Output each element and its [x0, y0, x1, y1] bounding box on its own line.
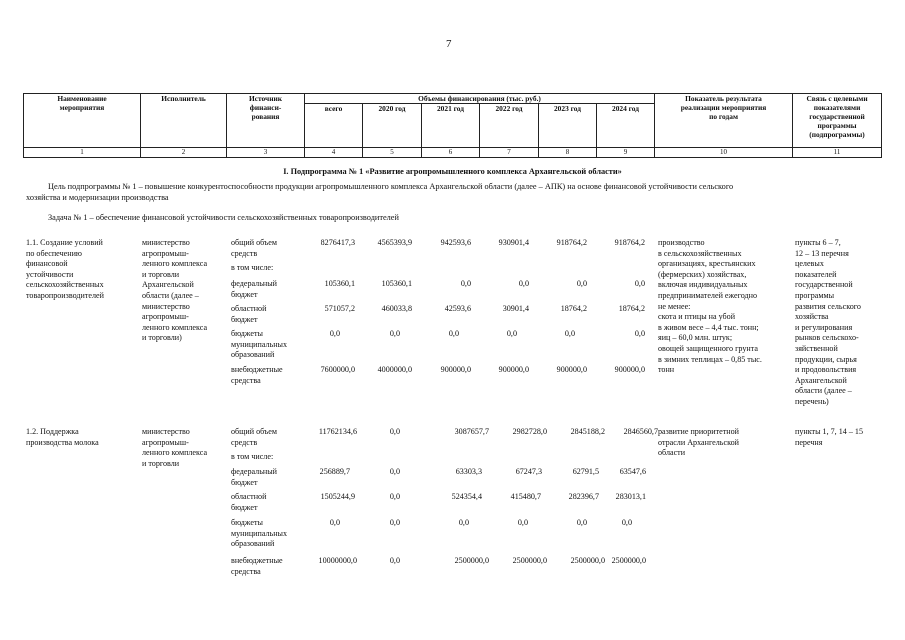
- value-total: 571057,2: [324, 304, 355, 313]
- value-2023: 0,0: [576, 518, 587, 527]
- value-2023: 0,0: [564, 329, 575, 338]
- value-2020: 4565393,9: [377, 238, 412, 247]
- value-2022: 0,0: [506, 329, 517, 338]
- col-number: 4: [305, 148, 363, 158]
- value-2021: 0,0: [460, 279, 471, 288]
- col-number: 3: [227, 148, 305, 158]
- value-2021: 0,0: [448, 329, 459, 338]
- value-2020: 0,0: [389, 556, 400, 565]
- value-2023: 918764,2: [556, 238, 587, 247]
- value-2023: 18764,2: [560, 304, 587, 313]
- value-2022: 900000,0: [498, 365, 529, 374]
- value-total: 0,0: [329, 329, 340, 338]
- value-2020: 0,0: [389, 492, 400, 501]
- value-total: 11762134,6: [318, 427, 357, 436]
- header-indicator: Показатель результата реализации мероприятия по годам: [655, 94, 793, 148]
- value-2024: 900000,0: [614, 365, 645, 374]
- source-label: в том числе:: [231, 452, 274, 461]
- value-2022: 67247,3: [515, 467, 542, 476]
- col-number: 1: [24, 148, 141, 158]
- col-number: 8: [539, 148, 597, 158]
- value-2020: 0,0: [389, 427, 400, 436]
- value-2020: 460033,8: [381, 304, 412, 313]
- header-2020: 2020 год: [363, 104, 422, 148]
- value-2021: 942593,6: [440, 238, 471, 247]
- source-label: федеральный бюджет: [231, 467, 277, 487]
- goal-text-line2: хозяйства и модернизации производства: [26, 193, 169, 202]
- value-2021: 42593,6: [444, 304, 471, 313]
- value-total: 8276417,3: [320, 238, 355, 247]
- header-source: Источник финанси- рования: [227, 94, 305, 148]
- value-2024: 283013,1: [615, 492, 646, 501]
- value-2023: 62791,5: [572, 467, 599, 476]
- value-2024: 2500000,0: [611, 556, 646, 565]
- value-2024: 0,0: [621, 518, 632, 527]
- source-label: в том числе:: [231, 263, 274, 272]
- value-2023: 2845188,2: [570, 427, 605, 436]
- value-2024: 18764,2: [618, 304, 645, 313]
- value-total: 256889,7: [319, 467, 350, 476]
- value-2021: 3087657,7: [454, 427, 489, 436]
- value-2022: 0,0: [518, 279, 529, 288]
- value-2023: 0,0: [576, 279, 587, 288]
- header-link: Связь с целевыми показателями государственной программы (подпрограммы): [793, 94, 882, 148]
- value-2020: 0,0: [389, 518, 400, 527]
- header-2022: 2022 год: [480, 104, 539, 148]
- value-2021: 0,0: [458, 518, 469, 527]
- value-2021: 2500000,0: [454, 556, 489, 565]
- header-executor: Исполнитель: [141, 94, 227, 148]
- source-label: бюджеты муниципальных образований: [231, 518, 288, 549]
- value-2021: 63303,3: [455, 467, 482, 476]
- source-label: внебюджетные средства: [231, 365, 283, 385]
- col-number: 5: [363, 148, 422, 158]
- value-total: 1505244,9: [320, 492, 355, 501]
- value-2022: 2982728,0: [512, 427, 547, 436]
- measure-link: пункты 1, 7, 14 – 15 перечня: [795, 427, 864, 447]
- header-table: [23, 93, 882, 158]
- value-2024: 0,0: [634, 279, 645, 288]
- col-number: 6: [422, 148, 480, 158]
- col-number: 11: [793, 148, 882, 158]
- header-volumes: Объемы финансирования (тыс. руб.): [305, 94, 655, 104]
- value-2022: 930901,4: [498, 238, 529, 247]
- value-2021: 524354,4: [451, 492, 482, 501]
- page-number: 7: [446, 38, 452, 50]
- source-label: областной бюджет: [231, 492, 267, 512]
- value-2020: 0,0: [389, 329, 400, 338]
- header-2024: 2024 год: [597, 104, 655, 148]
- header-name: Наименование мероприятия: [24, 94, 141, 148]
- section-title: I. Подпрограмма № 1 «Развитие агропромышленного комплекса Архангельской области»: [283, 167, 622, 176]
- value-2022: 415480,7: [510, 492, 541, 501]
- value-2022: 30901,4: [502, 304, 529, 313]
- value-2024: 0,0: [634, 329, 645, 338]
- source-label: общий объем средств: [231, 427, 277, 447]
- col-number: 10: [655, 148, 793, 158]
- value-2021: 900000,0: [440, 365, 471, 374]
- source-label: федеральный бюджет: [231, 279, 277, 299]
- value-2022: 2500000,0: [512, 556, 547, 565]
- value-2023: 900000,0: [556, 365, 587, 374]
- measure-indicator: развитие приоритетной отрасли Архангельской области: [658, 427, 739, 458]
- value-total: 10000000,0: [318, 556, 357, 565]
- header-2021: 2021 год: [422, 104, 480, 148]
- header-total: всего: [305, 104, 363, 148]
- value-2023: 2500000,0: [570, 556, 605, 565]
- value-total: 0,0: [329, 518, 340, 527]
- measure-link: пункты 6 – 7, 12 – 13 перечня целевых показателей государственной программы развития сельского хозяйства и регулирования рынков сельскохо- зяйственной продукции, сырья и продовольствия Архангельской области (далее – перечень): [795, 238, 861, 406]
- value-2020: 105360,1: [381, 279, 412, 288]
- value-total: 7600000,0: [320, 365, 355, 374]
- measure-name: 1.1. Создание условий по обеспечению финансовой устойчивости сельскохозяйственных товаропроизводителей: [26, 238, 104, 300]
- measure-executor: министерство агропромыш- ленного комплекса и торговли: [142, 427, 208, 468]
- value-2024: 918764,2: [614, 238, 645, 247]
- goal-text-line1: Цель подпрограммы № 1 – повышение конкурентоспособности продукции агропромышленного комплекса Архангельской области (далее – АПК) на основе финансовой устойчивости сельского: [48, 182, 734, 191]
- value-2024: 2846560,7: [623, 427, 658, 436]
- value-total: 105360,1: [324, 279, 355, 288]
- source-label: областной бюджет: [231, 304, 267, 324]
- source-label: общий объем средств: [231, 238, 277, 258]
- measure-indicator: производство в сельскохозяйственных организациях, крестьянских (фермерских) хозяйствах, включая индивидуальных предпринимателей ежегодно не менее: скота и птицы на убой в живом весе – 4,4 тыс. тонн; яиц – 60,0 млн. штук; овощей защищенного грунта в зимних теплицах – 0,85 тыс. тонн: [658, 238, 762, 375]
- col-number: 9: [597, 148, 655, 158]
- col-number: 2: [141, 148, 227, 158]
- source-label: внебюджетные средства: [231, 556, 283, 576]
- value-2024: 63547,6: [619, 467, 646, 476]
- source-label: бюджеты муниципальных образований: [231, 329, 288, 360]
- task-text: Задача № 1 – обеспечение финансовой устойчивости сельскохозяйственных товаропроизводителей: [48, 213, 399, 222]
- value-2022: 0,0: [517, 518, 528, 527]
- measure-executor: министерство агропромыш- ленного комплекса и торговли Архангельской области (далее – министерство агропромыш- ленного комплекса и торговли): [142, 238, 208, 343]
- value-2023: 282396,7: [568, 492, 599, 501]
- value-2020: 4000000,0: [377, 365, 412, 374]
- value-2020: 0,0: [389, 467, 400, 476]
- measure-name: 1.2. Поддержка производства молока: [26, 427, 99, 447]
- header-2023: 2023 год: [539, 104, 597, 148]
- col-number: 7: [480, 148, 539, 158]
